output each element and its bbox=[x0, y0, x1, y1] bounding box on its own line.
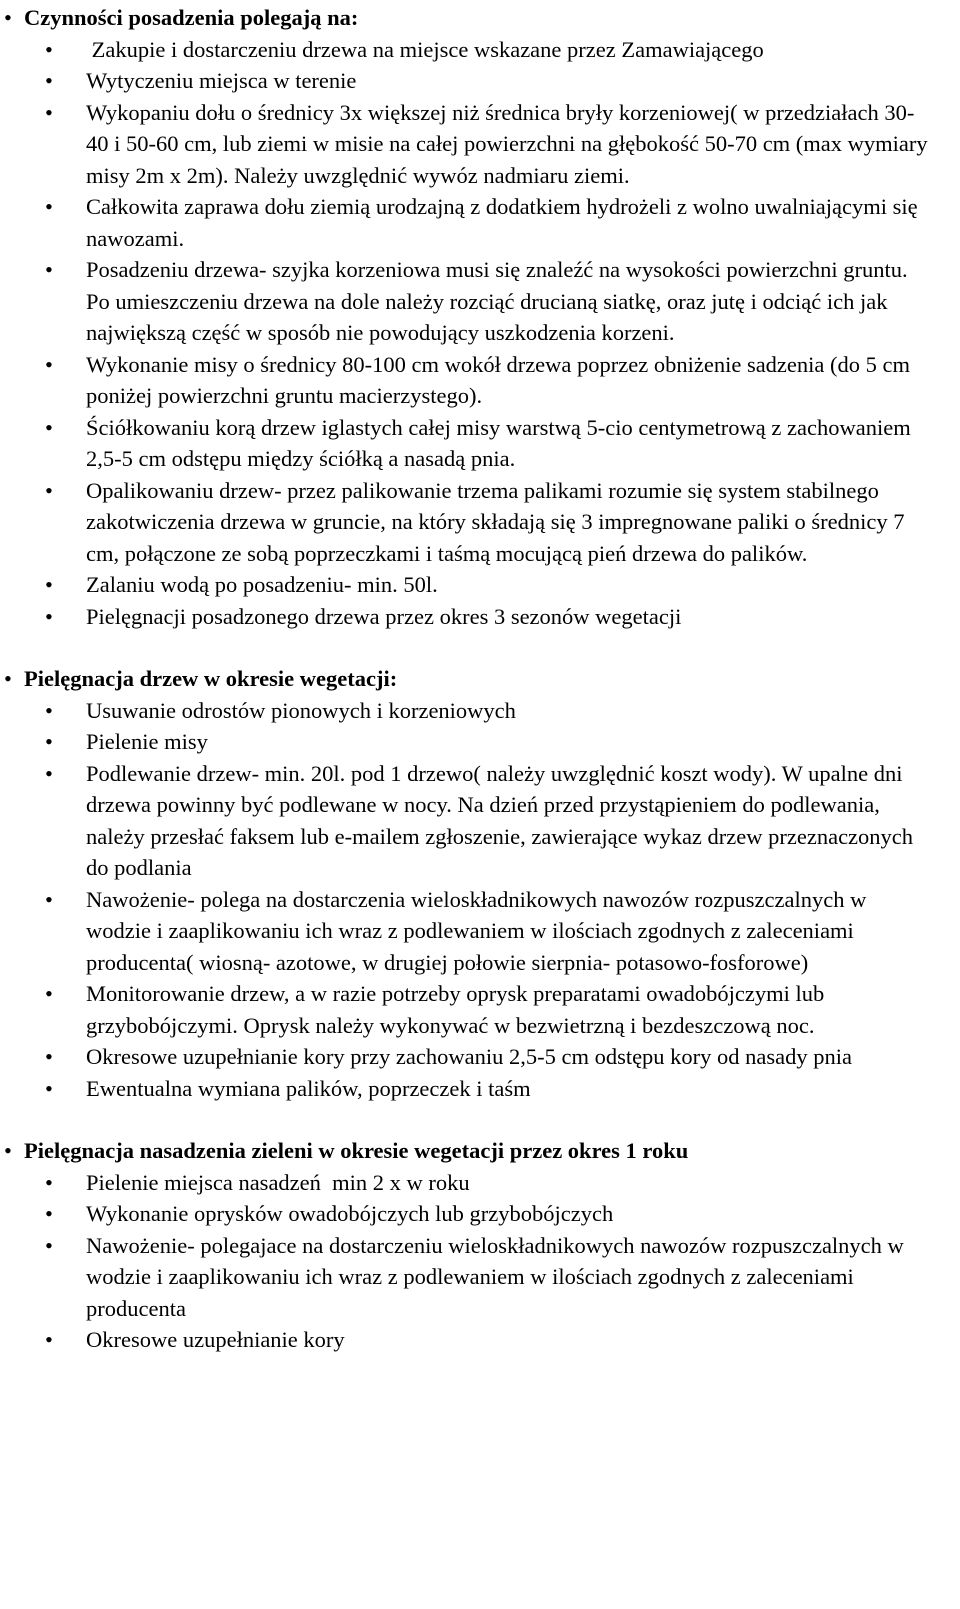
list-item bbox=[45, 1073, 932, 1105]
item-text: Pielęgnacji posadzonego drzewa przez okres 3 sezonów wegetacji bbox=[86, 603, 682, 629]
item-list bbox=[24, 34, 932, 633]
item-text: Pielenie misy bbox=[86, 729, 208, 754]
item-text: Wykonanie misy o średnicy 80-100 cm wokół drzewa poprzez obniżenie sadzenia (do 5 cm poniżej powierzchni gruntu macierzystego). bbox=[86, 351, 910, 408]
item-text: Całkowita zaprawa dołu ziemią urodzajną z dodatkiem hydrożeli z wolno uwalniającymi się nawozami. bbox=[86, 194, 918, 251]
item-text: Ewentualna wymiana palików, poprzeczek i taśm bbox=[86, 1075, 531, 1101]
bullet-icon: • bbox=[45, 351, 53, 377]
item-text: Zalaniu wodą po posadzeniu- min. 50l. bbox=[86, 572, 438, 597]
list-item bbox=[45, 34, 932, 66]
list-item bbox=[45, 884, 932, 979]
bullet-icon: • bbox=[4, 5, 12, 30]
bullet-icon: • bbox=[45, 981, 53, 1006]
item-text: Nawożenie- polegajace na dostarczeniu wieloskładnikowych nawozów rozpuszczalnych w wodzie i zaaplikowaniu ich wraz z podlewaniem w ilościach zgodnych z zaleceniami producenta bbox=[86, 1232, 904, 1321]
list-item bbox=[45, 978, 932, 1041]
item-text: Pielenie miejsca nasadzeń min 2 x w roku bbox=[86, 1169, 470, 1195]
bullet-icon: • bbox=[45, 760, 53, 786]
bullet-icon: • bbox=[45, 1169, 53, 1195]
item-list bbox=[24, 1167, 932, 1356]
item-text: Wykonanie oprysków owadobójczych lub grzybobójczych bbox=[86, 1201, 614, 1226]
list-item bbox=[45, 758, 932, 884]
list-item bbox=[45, 254, 932, 349]
bullet-icon: • bbox=[45, 572, 53, 597]
section-heading bbox=[4, 663, 932, 695]
bullet-icon: • bbox=[45, 1075, 53, 1101]
list-item bbox=[45, 726, 932, 758]
list-item bbox=[45, 412, 932, 475]
section-greenery-care bbox=[0, 1135, 932, 1356]
bullet-icon: • bbox=[45, 729, 53, 754]
bullet-icon: • bbox=[45, 886, 53, 912]
item-text: Podlewanie drzew- min. 20l. pod 1 drzewo( należy uwzględnić koszt wody). W upalne dni drzewa powinny być podlewane w nocy. Na dzień przed przystąpieniem do podlewania, należy przesłać faksem lub e-mailem zgłoszenie, zawierające wykaz drzew przeznaczonych do podlania bbox=[86, 760, 914, 880]
list-item bbox=[45, 349, 932, 412]
item-text: Monitorowanie drzew, a w razie potrzeby oprysk preparatami owadobójczymi lub grzybobójczymi. Oprysk należy wykonywać w bezwietrzną i bezdeszczową noc. bbox=[86, 981, 825, 1038]
list-item bbox=[45, 1041, 932, 1073]
item-text: Nawożenie- polega na dostarczenia wieloskładnikowych nawozów rozpuszczalnych w wodzie i zaaplikowaniu ich wraz z podlewaniem w ilościach zgodnych z zaleceniami producenta( wiosną- azotowe, w drugiej połowie sierpnia- potasowo-fosforowe) bbox=[86, 886, 867, 975]
item-text: Wykopaniu dołu o średnicy 3x większej niż średnica bryły korzeniowej( w przedziałach 30-40 i 50-60 cm, lub ziemi w misie na całej powierzchni na głębokość 50-70 cm (max wymiary misy 2m x 2m). Należy uwzględnić wywóz nadmiaru ziemi. bbox=[86, 99, 928, 188]
heading-text: Pielęgnacja nasadzenia zieleni w okresie wegetacji przez okres 1 roku bbox=[24, 1138, 689, 1163]
item-text: Usuwanie odrostów pionowych i korzeniowych bbox=[86, 697, 516, 723]
bullet-icon: • bbox=[45, 1232, 53, 1258]
list-item bbox=[45, 695, 932, 727]
bullet-icon: • bbox=[45, 477, 53, 503]
bullet-icon: • bbox=[45, 1327, 53, 1352]
heading-text: Pielęgnacja drzew w okresie wegetacji: bbox=[24, 666, 398, 691]
list-item bbox=[45, 601, 932, 633]
item-text: Okresowe uzupełnianie kory bbox=[86, 1327, 345, 1352]
heading-text: Czynności posadzenia polegają na: bbox=[24, 5, 359, 30]
list-item bbox=[45, 65, 932, 97]
list-item bbox=[45, 475, 932, 570]
bullet-icon: • bbox=[45, 697, 53, 723]
item-text: Posadzeniu drzewa- szyjka korzeniowa musi się znaleźć na wysokości powierzchni gruntu. Po umieszczeniu drzewa na dole należy rozciąć drucianą siatkę, oraz jutę i odciąć ich jak największą część w sposób nie powodujący uszkodzenia korzeni. bbox=[86, 257, 908, 345]
item-text: Ściółkowaniu korą drzew iglastych całej misy warstwą 5-cio centymetrową z zachowaniem 2,5-5 cm odstępu między ściółką a nasadą pnia. bbox=[86, 414, 911, 471]
bullet-icon: • bbox=[45, 603, 53, 629]
bullet-icon: • bbox=[45, 68, 53, 93]
bullet-icon: • bbox=[45, 36, 53, 62]
bullet-icon: • bbox=[45, 257, 53, 282]
item-text: Okresowe uzupełnianie kory przy zachowaniu 2,5-5 cm odstępu kory od nasady pnia bbox=[86, 1044, 853, 1069]
item-text: Opalikowaniu drzew- przez palikowanie trzema palikami rozumie się system stabilnego zakotwiczenia drzewa w gruncie, na który składają się 3 impregnowane paliki o średnicy 7 cm, połączone ze sobą poprzeczkami i taśmą mocującą pień drzewa do palików. bbox=[86, 477, 905, 566]
bullet-icon: • bbox=[45, 1044, 53, 1069]
bullet-icon: • bbox=[4, 1138, 12, 1163]
list-item bbox=[45, 191, 932, 254]
item-list bbox=[24, 695, 932, 1105]
bullet-icon: • bbox=[45, 1201, 53, 1226]
list-item bbox=[45, 569, 932, 601]
list-item bbox=[45, 1324, 932, 1356]
bullet-icon: • bbox=[4, 666, 12, 691]
list-item bbox=[45, 97, 932, 192]
section-planting bbox=[0, 2, 932, 632]
bullet-icon: • bbox=[45, 414, 53, 440]
bullet-icon: • bbox=[45, 194, 53, 219]
item-text: Zakupie i dostarczeniu drzewa na miejsce wskazane przez Zamawiającego bbox=[86, 36, 764, 62]
bullet-icon: • bbox=[45, 99, 53, 125]
section-heading bbox=[4, 2, 932, 34]
section-care-vegetation bbox=[0, 663, 932, 1104]
list-item bbox=[45, 1230, 932, 1325]
section-heading bbox=[4, 1135, 932, 1167]
item-text: Wytyczeniu miejsca w terenie bbox=[86, 68, 357, 93]
list-item bbox=[45, 1167, 932, 1199]
list-item bbox=[45, 1198, 932, 1230]
